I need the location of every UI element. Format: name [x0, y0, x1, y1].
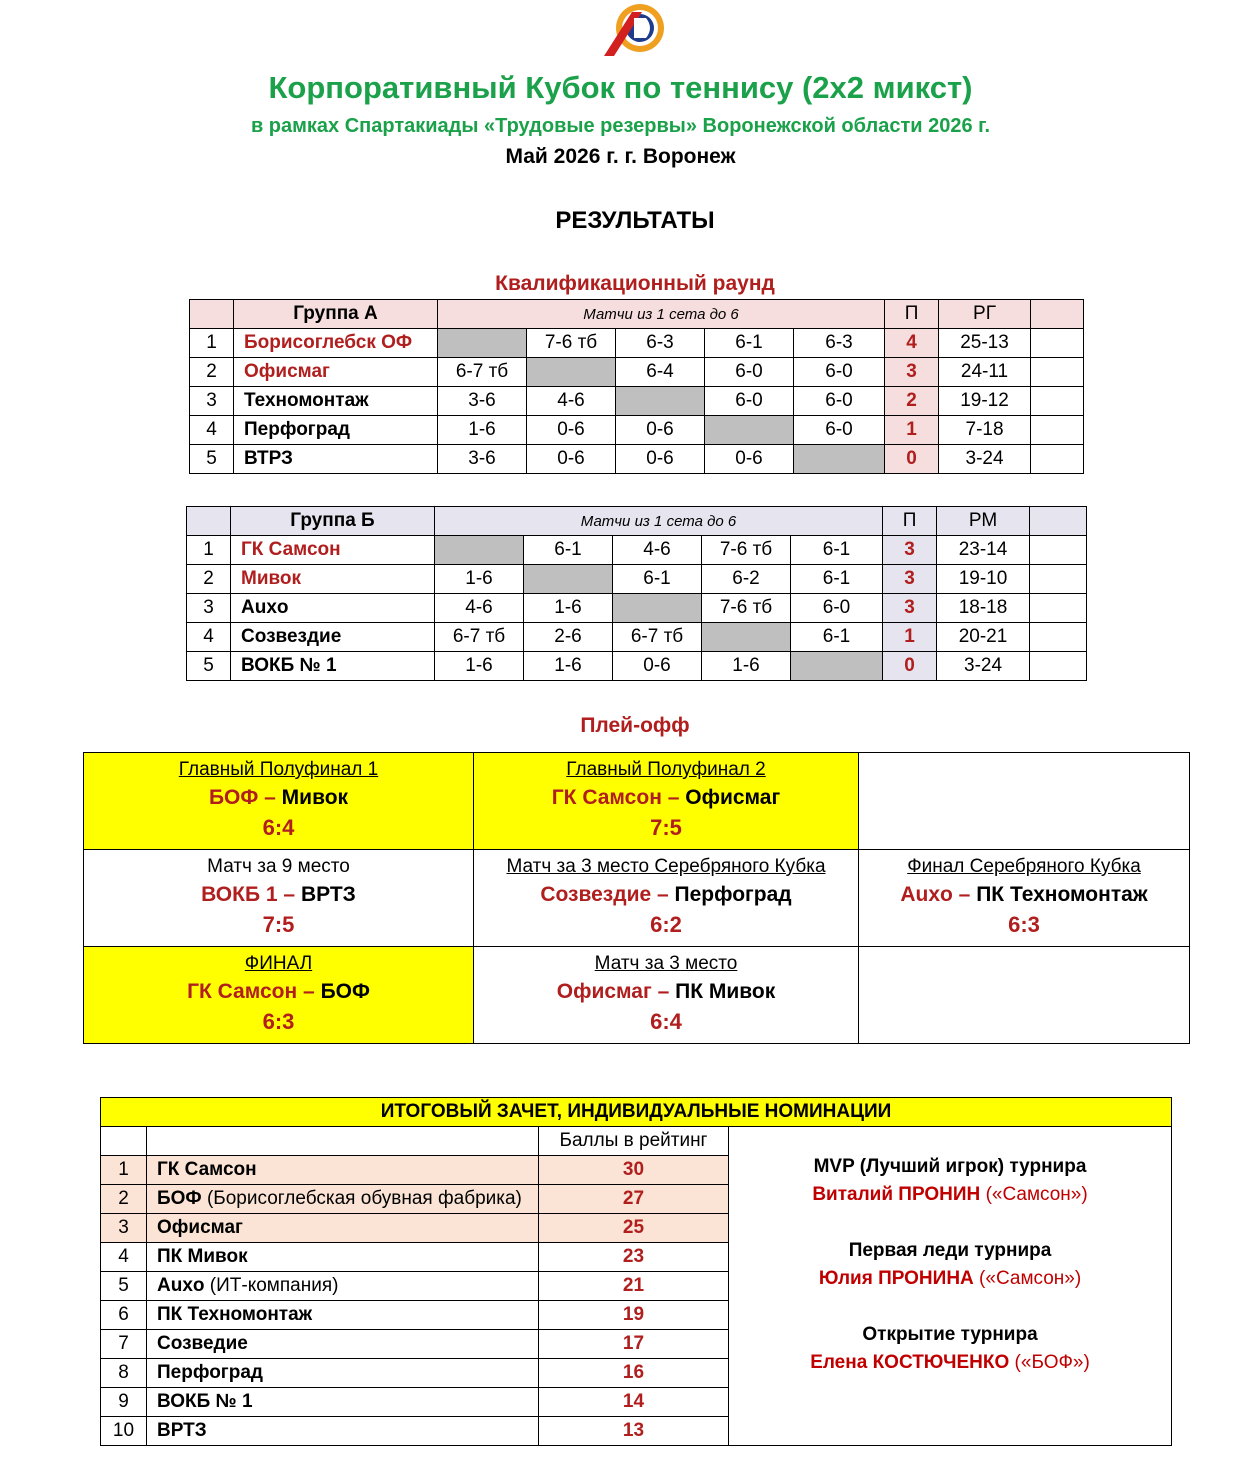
row-num: 5 — [187, 652, 231, 681]
rating-points: 17 — [539, 1330, 729, 1359]
match-score: 6:2 — [650, 912, 682, 937]
self-cell — [702, 623, 791, 652]
team-2: Перфоград — [674, 883, 792, 906]
match-score: 6-3 — [616, 329, 705, 358]
empty-cell — [859, 753, 1190, 850]
game-diff: 7-18 — [939, 416, 1031, 445]
person-name: Елена КОСТЮЧЕНКО — [810, 1352, 1010, 1373]
match-score: 1-6 — [524, 652, 613, 681]
blank-cell — [1030, 565, 1087, 594]
dash: – — [303, 980, 315, 1003]
team-name: Перфоград — [157, 1362, 263, 1383]
team-1: БОФ — [208, 786, 259, 809]
match-score: 0-6 — [616, 445, 705, 474]
hdr-num — [190, 300, 234, 329]
standings-header-row — [101, 1127, 1172, 1156]
row-num: 5 — [190, 445, 234, 474]
match-3rd — [474, 947, 859, 1044]
team-name: Техномонтаж — [234, 387, 438, 416]
playoff-row — [84, 753, 1190, 850]
final-standings-table — [100, 1097, 1172, 1446]
blank-cell — [1030, 623, 1087, 652]
team-cell — [147, 1185, 539, 1214]
dash: – — [264, 786, 276, 809]
match-score: 0-6 — [527, 416, 616, 445]
team-name: Auxo — [231, 594, 435, 623]
playoff-table — [83, 752, 1190, 1044]
rating-points: 19 — [539, 1301, 729, 1330]
blank-cell — [1031, 387, 1084, 416]
row-num: 2 — [187, 565, 231, 594]
playoff-row — [84, 947, 1190, 1044]
team-note: (ИТ-компания) — [209, 1275, 339, 1296]
team-name: ВОКБ № 1 — [231, 652, 435, 681]
match-label: Матч за 3 место — [594, 953, 738, 974]
blank-cell — [1031, 358, 1084, 387]
team-1: ВОКБ 1 — [201, 883, 278, 906]
match-teams — [474, 977, 858, 1007]
rank: 1 — [101, 1156, 147, 1185]
team-2: ПК Техномонтаж — [976, 883, 1148, 906]
dash: – — [657, 883, 669, 906]
blank-cell — [1031, 416, 1084, 445]
date-place: Май 2026 г. г. Воронеж — [505, 145, 736, 168]
team-note: (Борисоглебская обувная фабрика) — [206, 1188, 522, 1209]
points: 3 — [883, 536, 937, 565]
team-name: ВРТЗ — [157, 1420, 207, 1441]
dash: – — [657, 980, 670, 1003]
blank-cell — [1031, 329, 1084, 358]
group-b-table — [186, 506, 1087, 681]
match-score: 4-6 — [613, 536, 702, 565]
team-name: ВОКБ № 1 — [157, 1391, 253, 1412]
team-cell — [147, 1301, 539, 1330]
group-a-points-header: П — [885, 300, 939, 329]
match-teams — [84, 880, 473, 910]
silver-final — [859, 850, 1190, 947]
match-score: 6:3 — [262, 1009, 295, 1034]
match-score: 3-6 — [438, 387, 527, 416]
final — [84, 947, 474, 1044]
group-b-header — [187, 507, 1087, 536]
self-cell — [613, 594, 702, 623]
page-title: Корпоративный Кубок по теннису (2х2 микст) — [268, 70, 973, 105]
rank: 4 — [101, 1243, 147, 1272]
team-name: ПК Мивок — [157, 1246, 248, 1267]
group-a-matches-header: Матчи из 1 сета до 6 — [438, 300, 885, 329]
match-score: 0-6 — [616, 416, 705, 445]
group-b-name: Группа Б — [231, 507, 435, 536]
hdr-blank — [1030, 507, 1087, 536]
match-score: 1-6 — [524, 594, 613, 623]
match-score: 7-6 тб — [702, 536, 791, 565]
match-score: 6-2 — [702, 565, 791, 594]
group-a-diff-header: РГ — [939, 300, 1031, 329]
match-score: 6-3 — [794, 329, 885, 358]
match-score: 6-0 — [794, 387, 885, 416]
rank: 6 — [101, 1301, 147, 1330]
match-score: 6-1 — [791, 623, 883, 652]
group-a-name: Группа А — [234, 300, 438, 329]
match-score: 6-0 — [705, 387, 794, 416]
team-cell — [147, 1359, 539, 1388]
self-cell — [524, 565, 613, 594]
self-cell — [794, 445, 885, 474]
match-score: 6-1 — [791, 565, 883, 594]
team-1: Офисмаг — [556, 980, 652, 1003]
group-b-points-header: П — [883, 507, 937, 536]
match-score: 4-6 — [435, 594, 524, 623]
match-label: Матч за 3 место Серебряного Кубка — [506, 856, 826, 877]
rank: 2 — [101, 1185, 147, 1214]
match-score: 3-6 — [438, 445, 527, 474]
team-1: ГК Самсон — [551, 786, 662, 809]
team-cell — [147, 1272, 539, 1301]
nomination-title: MVP (Лучший игрок) турнира — [813, 1156, 1087, 1177]
match-teams — [84, 977, 473, 1007]
rating-points: 13 — [539, 1417, 729, 1446]
points-header: Баллы в рейтинг — [539, 1127, 729, 1156]
match-label: ФИНАЛ — [244, 953, 313, 974]
points: 0 — [885, 445, 939, 474]
match-score: 2-6 — [524, 623, 613, 652]
table-row — [190, 358, 1084, 387]
match-score: 6:3 — [1008, 912, 1040, 937]
team-cell — [147, 1156, 539, 1185]
match-score: 7:5 — [650, 815, 682, 840]
standings-title-row — [101, 1098, 1172, 1127]
team-name: Auxo — [157, 1275, 205, 1296]
dash: – — [667, 786, 680, 809]
team-name: Мивок — [231, 565, 435, 594]
page-subtitle: в рамках Спартакиады «Трудовые резервы» Воронежской области 2026 г. — [250, 115, 991, 137]
nominations — [729, 1127, 1172, 1446]
match-score: 6-0 — [794, 416, 885, 445]
match-score: 1-6 — [702, 652, 791, 681]
game-diff: 19-10 — [937, 565, 1030, 594]
match-score: 6-4 — [616, 358, 705, 387]
blank-cell — [1030, 594, 1087, 623]
person-team: («Самсон») — [985, 1184, 1088, 1205]
hdr-team — [147, 1127, 539, 1156]
self-cell — [438, 329, 527, 358]
match-score: 6-7 тб — [435, 623, 524, 652]
dynamo-logo-icon — [598, 2, 676, 58]
rank: 8 — [101, 1359, 147, 1388]
self-cell — [527, 358, 616, 387]
game-diff: 3-24 — [939, 445, 1031, 474]
match-score: 6-1 — [705, 329, 794, 358]
team-cell — [147, 1417, 539, 1446]
table-row — [187, 652, 1087, 681]
standings-title: ИТОГОВЫЙ ЗАЧЕТ, ИНДИВИДУАЛЬНЫЕ НОМИНАЦИИ — [101, 1098, 1172, 1127]
game-diff: 24-11 — [939, 358, 1031, 387]
rating-points: 30 — [539, 1156, 729, 1185]
points: 4 — [885, 329, 939, 358]
team-name: ГК Самсон — [157, 1159, 257, 1180]
match-score: 6-0 — [705, 358, 794, 387]
table-row — [190, 329, 1084, 358]
hdr-num — [187, 507, 231, 536]
team-name: ГК Самсон — [231, 536, 435, 565]
self-cell — [616, 387, 705, 416]
team-2: Офисмаг — [685, 786, 781, 809]
team-cell — [147, 1330, 539, 1359]
row-num: 1 — [187, 536, 231, 565]
match-score: 6:4 — [650, 1009, 682, 1034]
group-b-diff-header: РМ — [937, 507, 1030, 536]
nomination-title: Первая леди турнира — [848, 1240, 1052, 1261]
rank: 7 — [101, 1330, 147, 1359]
points: 2 — [885, 387, 939, 416]
match-score: 0-6 — [613, 652, 702, 681]
rating-points: 16 — [539, 1359, 729, 1388]
points: 3 — [883, 565, 937, 594]
team-2: БОФ — [320, 980, 370, 1003]
team-cell — [147, 1214, 539, 1243]
table-row — [190, 445, 1084, 474]
team-2: ВРТЗ — [300, 883, 356, 906]
match-score: 6-7 тб — [438, 358, 527, 387]
table-row — [187, 623, 1087, 652]
team-cell — [147, 1388, 539, 1417]
nomination-title: Открытие турнира — [862, 1324, 1038, 1345]
table-row — [187, 565, 1087, 594]
person-team: («БОФ») — [1014, 1352, 1090, 1373]
match-score: 6-0 — [791, 594, 883, 623]
match-score: 1-6 — [435, 565, 524, 594]
dash: – — [283, 883, 296, 906]
group-a-table — [189, 299, 1084, 474]
team-name: Офисмаг — [234, 358, 438, 387]
row-num: 3 — [190, 387, 234, 416]
row-num: 4 — [187, 623, 231, 652]
team-name: Борисоглебск ОФ — [234, 329, 438, 358]
person-name: Юлия ПРОНИНА — [818, 1268, 974, 1289]
game-diff: 18-18 — [937, 594, 1030, 623]
match-label: Финал Серебряного Кубка — [907, 856, 1141, 877]
match-label: Главный Полуфинал 1 — [178, 759, 379, 780]
team-name: Перфоград — [234, 416, 438, 445]
match-teams — [84, 783, 473, 813]
semifinal-1 — [84, 753, 474, 850]
team-name: Офисмаг — [157, 1217, 243, 1238]
rank: 3 — [101, 1214, 147, 1243]
nomination-person — [729, 1265, 1171, 1293]
blank-cell — [1030, 652, 1087, 681]
rank: 10 — [101, 1417, 147, 1446]
hdr-blank — [1031, 300, 1084, 329]
table-row — [187, 594, 1087, 623]
match-score: 0-6 — [705, 445, 794, 474]
match-score: 4-6 — [527, 387, 616, 416]
nomination-person — [729, 1349, 1171, 1377]
match-score: 6:4 — [262, 815, 295, 840]
results-heading: РЕЗУЛЬТАТЫ — [555, 207, 715, 234]
match-9th — [84, 850, 474, 947]
team-name: ПК Техномонтаж — [157, 1304, 313, 1325]
semifinal-2 — [474, 753, 859, 850]
rank: 9 — [101, 1388, 147, 1417]
game-diff: 23-14 — [937, 536, 1030, 565]
self-cell — [705, 416, 794, 445]
match-score: 0-6 — [527, 445, 616, 474]
row-num: 2 — [190, 358, 234, 387]
match-score: 6-1 — [791, 536, 883, 565]
match-label: Матч за 9 место — [207, 856, 350, 877]
match-score: 6-0 — [794, 358, 885, 387]
match-teams — [474, 880, 858, 910]
table-row — [187, 536, 1087, 565]
match-score: 1-6 — [435, 652, 524, 681]
team-2: Мивок — [281, 786, 349, 809]
match-score: 6-1 — [613, 565, 702, 594]
self-cell — [791, 652, 883, 681]
match-score: 7-6 тб — [527, 329, 616, 358]
row-num: 3 — [187, 594, 231, 623]
match-score: 6-7 тб — [613, 623, 702, 652]
game-diff: 19-12 — [939, 387, 1031, 416]
game-diff: 25-13 — [939, 329, 1031, 358]
playoff-title: Плей-офф — [580, 714, 690, 737]
match-teams — [474, 783, 858, 813]
points: 1 — [885, 416, 939, 445]
team-cell — [147, 1243, 539, 1272]
person-team: («Самсон») — [979, 1268, 1082, 1289]
group-b-matches-header: Матчи из 1 сета до 6 — [435, 507, 883, 536]
rating-points: 21 — [539, 1272, 729, 1301]
match-score: 1-6 — [438, 416, 527, 445]
nomination-person — [729, 1181, 1171, 1209]
self-cell — [435, 536, 524, 565]
game-diff: 3-24 — [937, 652, 1030, 681]
match-score: 7-6 тб — [702, 594, 791, 623]
rating-points: 25 — [539, 1214, 729, 1243]
qualification-title: Квалификационный раунд — [495, 272, 775, 295]
team-1: Созвездие — [540, 883, 652, 906]
hdr-num — [101, 1127, 147, 1156]
match-score: 6-1 — [524, 536, 613, 565]
rank: 5 — [101, 1272, 147, 1301]
playoff-row — [84, 850, 1190, 947]
team-1: ГК Самсон — [187, 980, 298, 1003]
group-a-header — [190, 300, 1084, 329]
match-label: Главный Полуфинал 2 — [566, 759, 766, 780]
game-diff: 20-21 — [937, 623, 1030, 652]
blank-cell — [1030, 536, 1087, 565]
dash: – — [958, 883, 971, 906]
points: 1 — [883, 623, 937, 652]
team-name: Созвездие — [231, 623, 435, 652]
team-1: Auxo — [900, 883, 953, 906]
row-num: 4 — [190, 416, 234, 445]
blank-cell — [1031, 445, 1084, 474]
points: 0 — [883, 652, 937, 681]
rating-points: 23 — [539, 1243, 729, 1272]
table-row — [190, 416, 1084, 445]
rating-points: 27 — [539, 1185, 729, 1214]
team-2: ПК Мивок — [675, 980, 776, 1003]
match-score: 7:5 — [262, 912, 295, 937]
points: 3 — [883, 594, 937, 623]
team-name: Созведие — [157, 1333, 248, 1354]
team-name: БОФ — [157, 1188, 202, 1209]
empty-cell — [859, 947, 1190, 1044]
points: 3 — [885, 358, 939, 387]
rating-points: 14 — [539, 1388, 729, 1417]
table-row — [190, 387, 1084, 416]
team-name: ВТРЗ — [234, 445, 438, 474]
person-name: Виталий ПРОНИН — [812, 1184, 981, 1205]
row-num: 1 — [190, 329, 234, 358]
silver-3rd — [474, 850, 859, 947]
match-teams — [859, 880, 1189, 910]
